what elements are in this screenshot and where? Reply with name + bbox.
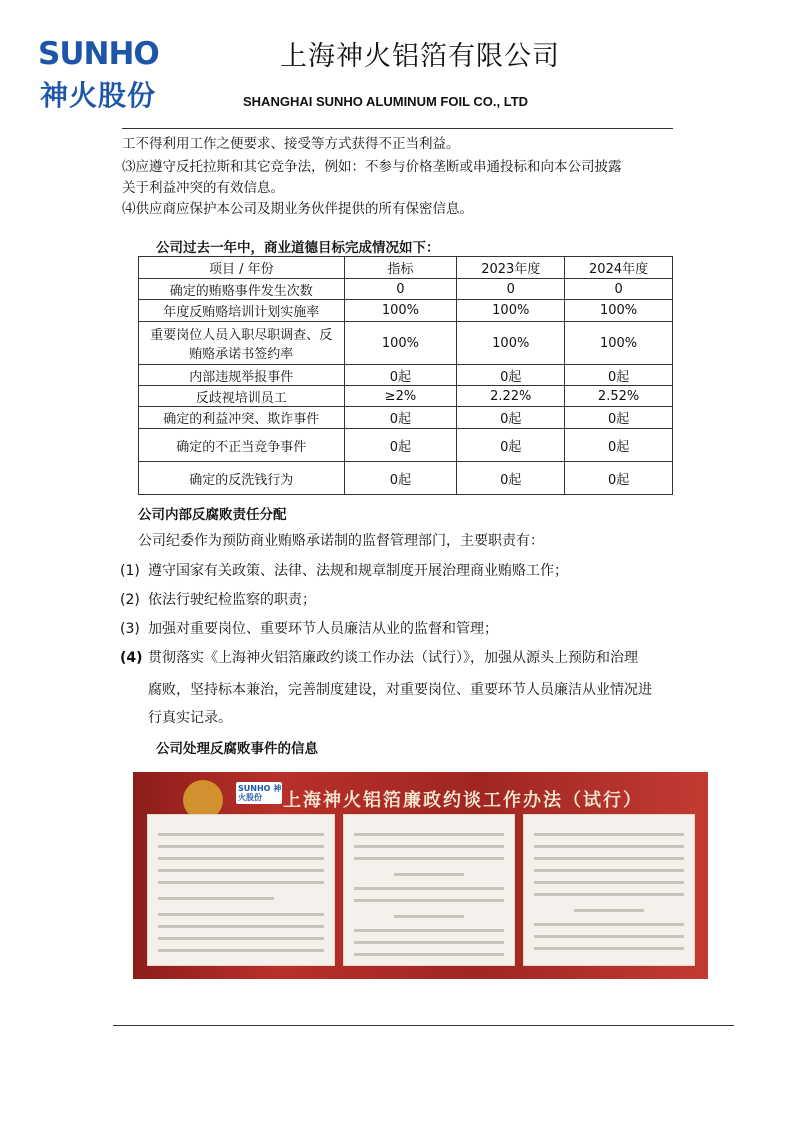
table-cell: 0起	[457, 462, 565, 495]
table-row	[139, 322, 673, 365]
duty-text: 加强对重要岗位、重要环节人员廉洁从业的监督和管理；	[148, 621, 498, 637]
table-cell: 0起	[457, 429, 565, 462]
duty-continuation: 行真实记录。	[148, 710, 232, 726]
table-cell: 0起	[565, 462, 673, 495]
photo-logo-text: SUNHO 神火股份	[238, 784, 282, 802]
table-cell: 确定的利益冲突、欺诈事件	[139, 407, 345, 429]
table-cell: 确定的贿赂事件发生次数	[139, 279, 345, 300]
duty-item	[120, 648, 638, 668]
duty-text: 依法行驶纪检监察的职责；	[148, 592, 316, 608]
table-cell: 反歧视培训员工	[139, 386, 345, 407]
table-cell: 100%	[344, 322, 457, 365]
duty-item	[120, 619, 498, 639]
table-heading: 公司过去一年中，商业道德目标完成情况如下：	[156, 240, 440, 256]
table-cell: 100%	[344, 300, 457, 322]
intro-line: 关于利益冲突的有效信息。	[122, 180, 284, 196]
section-heading: 公司处理反腐败事件的信息	[156, 741, 318, 757]
table-cell: 0起	[344, 429, 457, 462]
column-header: 指标	[344, 257, 457, 279]
company-logo	[38, 36, 178, 114]
table-cell: 0起	[457, 365, 565, 386]
table-cell: 确定的反洗钱行为	[139, 462, 345, 495]
table-cell: 0起	[344, 462, 457, 495]
logo-text-en: SUNHO	[38, 36, 159, 72]
table-cell: 100%	[565, 300, 673, 322]
table-cell: 内部违规举报事件	[139, 365, 345, 386]
footer-divider	[113, 1025, 734, 1026]
header-divider	[122, 128, 673, 129]
photo-banner-title: 上海神火铝箔廉政约谈工作办法（试行）	[283, 790, 643, 811]
table-cell: 2.22%	[457, 386, 565, 407]
logo-text-zh: 神火股份	[40, 79, 157, 112]
table-cell: 2.52%	[565, 386, 673, 407]
company-name-zh: 上海神火铝箔有限公司	[280, 41, 560, 72]
table-row	[139, 386, 673, 407]
table-cell: ≥2%	[344, 386, 457, 407]
notice-panel	[343, 814, 515, 966]
table-row	[139, 407, 673, 429]
table-cell: 0	[344, 279, 457, 300]
table-cell: 0起	[565, 407, 673, 429]
duty-text: 遵守国家有关政策、法律、法规和规章制度开展治理商业贿赂工作；	[148, 563, 568, 579]
table-cell: 100%	[457, 322, 565, 365]
duty-text: 贯彻落实《上海神火铝箔廉政约谈工作办法（试行）》，加强从源头上预防和治理	[148, 650, 638, 666]
table-row	[139, 429, 673, 462]
duty-item	[120, 590, 316, 610]
table-row	[139, 365, 673, 386]
duty-number: (2)	[120, 592, 140, 608]
table-cell: 年度反贿赂培训计划实施率	[139, 300, 345, 322]
table-cell: 0起	[344, 407, 457, 429]
photo-logo	[236, 782, 282, 804]
table-cell: 0	[565, 279, 673, 300]
table-row	[139, 462, 673, 495]
column-header: 2023年度	[457, 257, 565, 279]
duty-number: (1)	[120, 563, 140, 579]
table-cell: 100%	[565, 322, 673, 365]
anti-corruption-board-photo	[133, 772, 708, 979]
duty-number: (3)	[120, 621, 140, 637]
intro-line: ⑶应遵守反托拉斯和其它竞争法，例如：不参与价格垄断或串通投标和向本公司披露	[122, 159, 622, 175]
duty-number: (4)	[120, 650, 143, 666]
table-row	[139, 279, 673, 300]
company-name-en: SHANGHAI SUNHO ALUMINUM FOIL CO., LTD	[243, 94, 529, 109]
table-row	[139, 300, 673, 322]
section-intro: 公司纪委作为预防商业贿赂承诺制的监督管理部门，主要职责有：	[138, 533, 544, 549]
duty-continuation: 腐败，坚持标本兼治，完善制度建设，对重要岗位、重要环节人员廉洁从业情况进	[148, 682, 652, 698]
column-header: 2024年度	[565, 257, 673, 279]
intro-line: ⑷供应商应保护本公司及期业务伙伴提供的所有保密信息。	[122, 201, 473, 217]
table-cell: 0起	[457, 407, 565, 429]
column-header: 项目 / 年份	[139, 257, 345, 279]
notice-panel	[523, 814, 695, 966]
table-cell: 100%	[457, 300, 565, 322]
ethics-metrics-table	[138, 256, 673, 495]
table-cell: 0起	[565, 365, 673, 386]
notice-panel	[147, 814, 335, 966]
intro-line: 工不得利用工作之便要求、接受等方式获得不正当利益。	[122, 136, 460, 152]
section-heading: 公司内部反腐败责任分配	[138, 507, 287, 523]
duty-item	[120, 561, 568, 581]
table-header-row	[139, 257, 673, 279]
table-cell: 0起	[344, 365, 457, 386]
table-cell: 重要岗位人员入职尽职调查、反贿赂承诺书签约率	[139, 322, 345, 365]
table-cell: 0	[457, 279, 565, 300]
table-cell: 0起	[565, 429, 673, 462]
table-cell: 确定的不正当竞争事件	[139, 429, 345, 462]
